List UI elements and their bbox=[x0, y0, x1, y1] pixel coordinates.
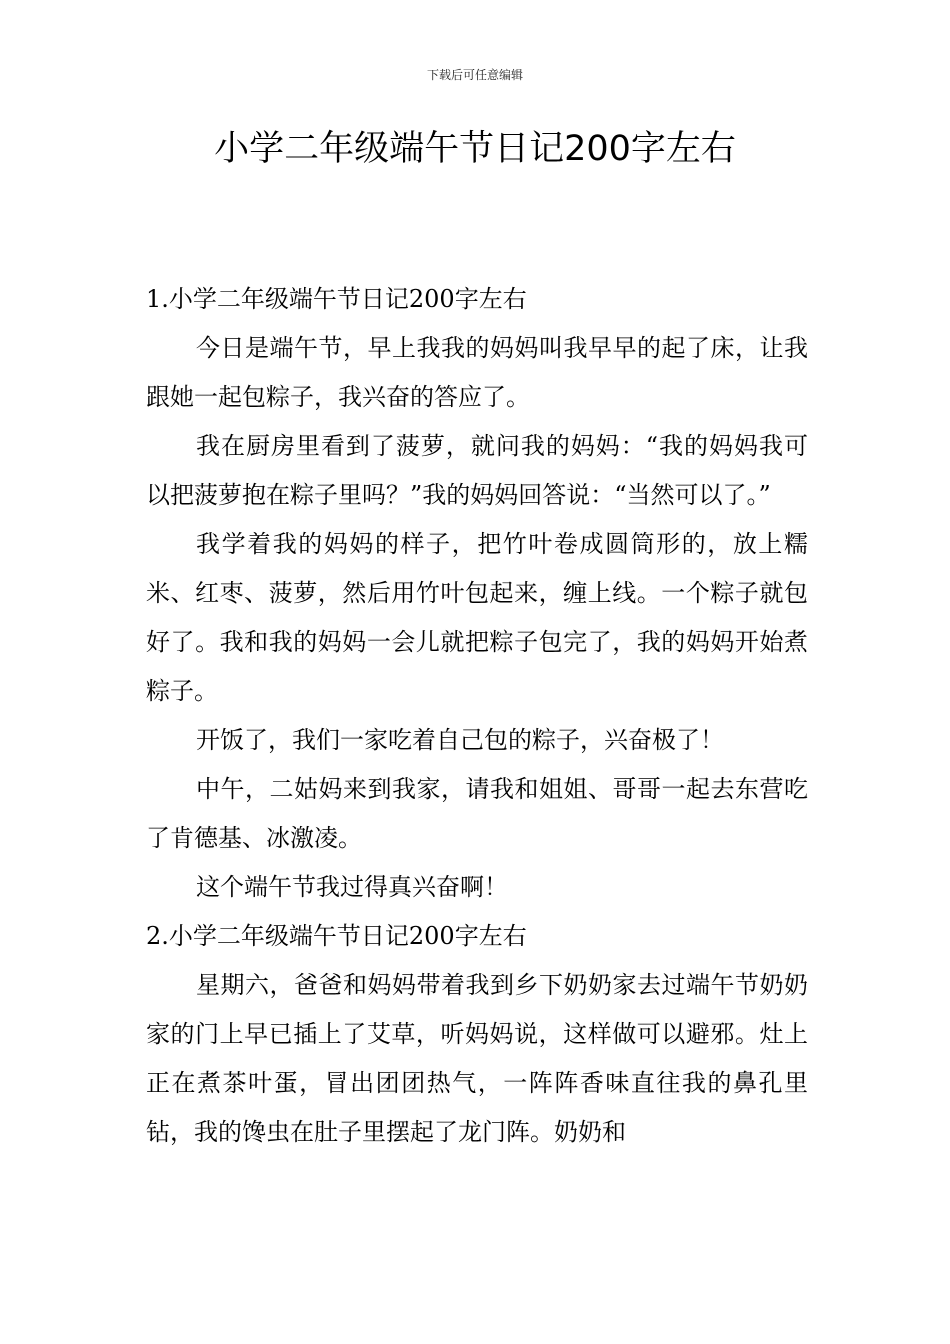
section-1-paragraph-5: 中午，二姑妈来到我家，请我和姐姐、哥哥一起去东营吃了肯德基、冰激凌。 bbox=[146, 775, 808, 852]
document-body bbox=[146, 275, 808, 1157]
section-2-heading: 2.小学二年级端午节日记200字左右 bbox=[146, 922, 527, 950]
header-note: 下载后可任意编辑 bbox=[426, 68, 523, 82]
section-2-paragraph-1: 星期六，爸爸和妈妈带着我到乡下奶奶家去过端午节奶奶家的门上早已插上了艾草，听妈妈说，这样做可以避邪。灶上正在煮茶叶蛋，冒出团团热气，一阵阵香味直往我的鼻孔里钻，我的馋虫在肚子里摆起了龙门阵。奶奶和 bbox=[146, 971, 808, 1146]
section-1-paragraph-4: 开饭了，我们一家吃着自己包的粽子，兴奋极了！ bbox=[196, 726, 724, 754]
document-title: 小学二年级端午节日记200字左右 bbox=[214, 129, 736, 169]
section-1-paragraph-1: 今日是端午节，早上我我的妈妈叫我早早的起了床，让我跟她一起包粽子，我兴奋的答应了。 bbox=[146, 334, 808, 411]
section-1-paragraph-2: 我在厨房里看到了菠萝，就问我的妈妈：“我的妈妈我可以把菠萝抱在粽子里吗？”我的妈妈回答说：“当然可以了。” bbox=[146, 432, 808, 509]
section-1-heading: 1.小学二年级端午节日记200字左右 bbox=[146, 285, 527, 313]
section-1-paragraph-6: 这个端午节我过得真兴奋啊！ bbox=[196, 873, 508, 901]
section-1-paragraph-3: 我学着我的妈妈的样子，把竹叶卷成圆筒形的，放上糯米、红枣、菠萝，然后用竹叶包起来，缠上线。一个粽子就包好了。我和我的妈妈一会儿就把粽子包完了，我的妈妈开始煮粽子。 bbox=[146, 530, 808, 705]
